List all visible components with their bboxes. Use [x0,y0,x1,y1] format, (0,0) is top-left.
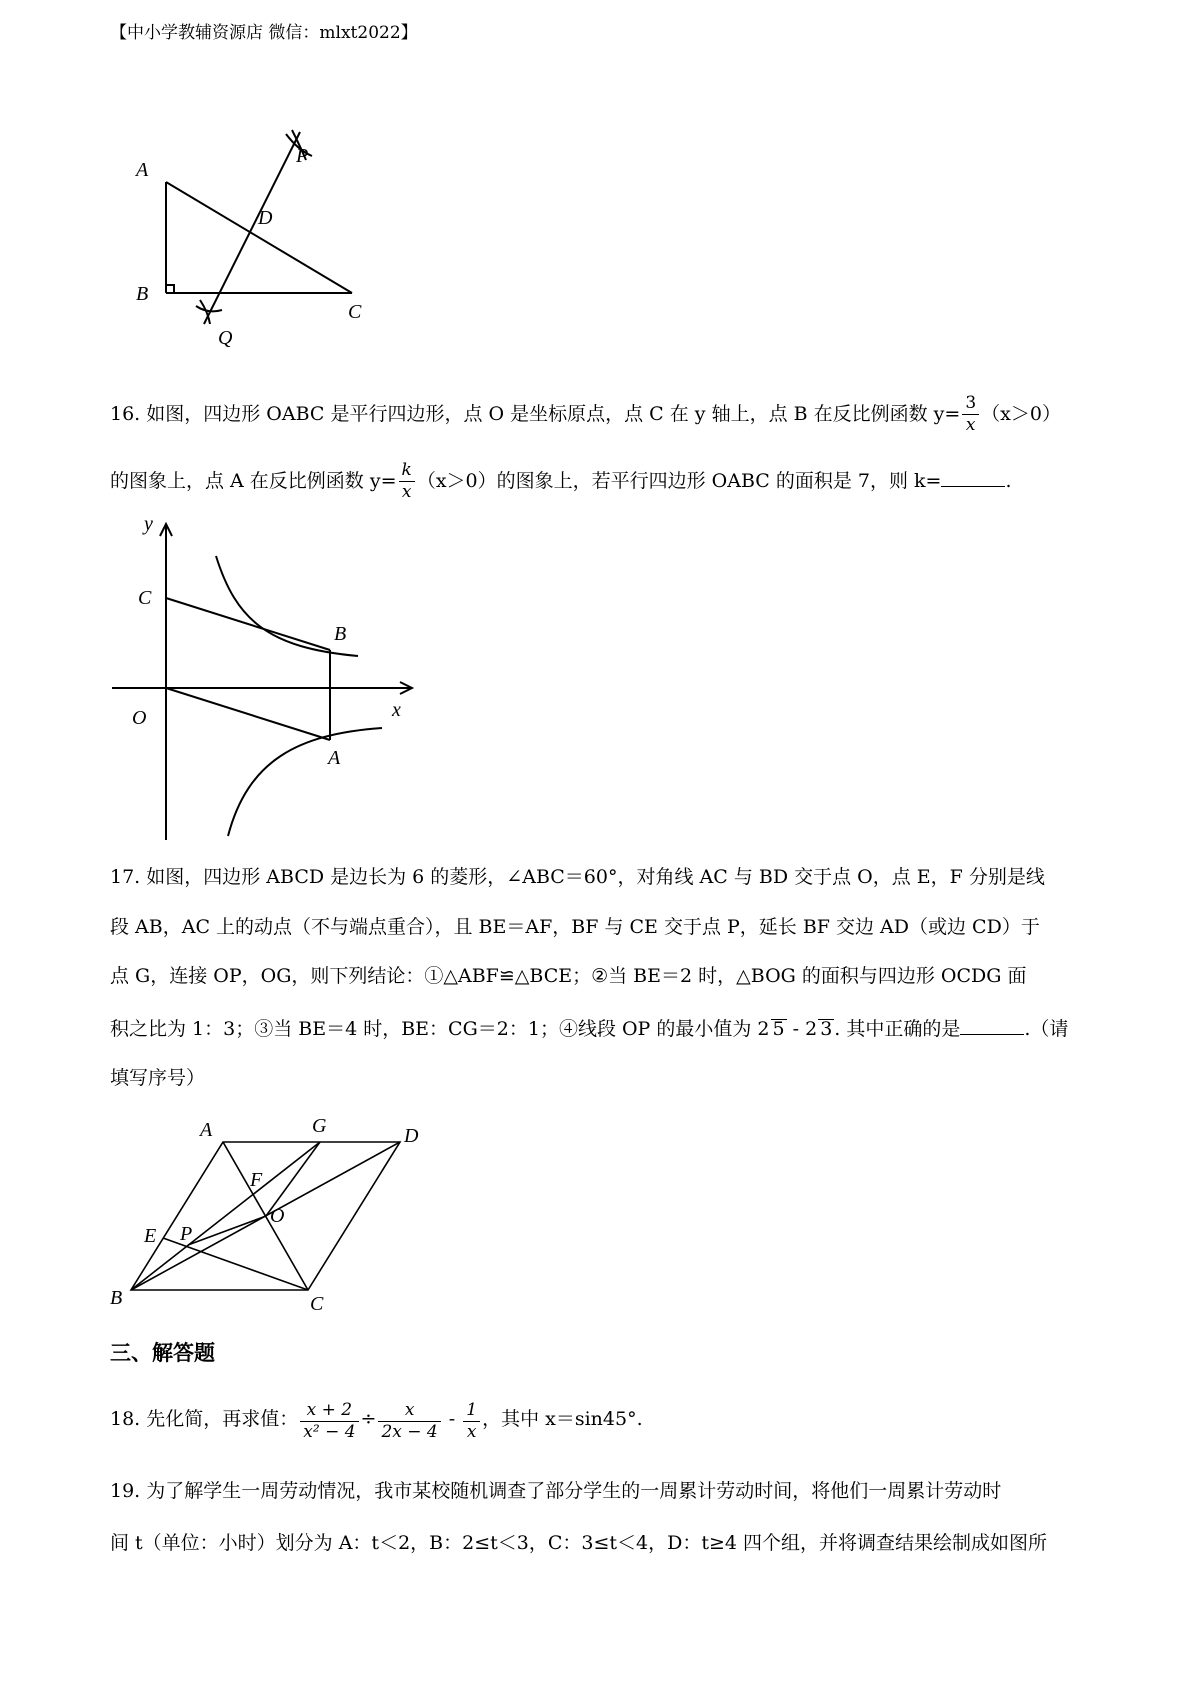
label-c: C [138,587,152,609]
label-p: P [180,1223,193,1245]
label-f: F [250,1169,263,1191]
right-angle-mark [166,285,174,293]
label-d: D [404,1125,419,1147]
segment-oa [166,688,330,740]
label-b: B [334,623,347,645]
figure-rhombus [108,1112,428,1312]
segment-ac [166,182,352,293]
segment-ce [163,1238,308,1290]
label-c: C [348,301,362,323]
label-y: y [144,513,153,535]
q17-line3: 点 G，连接 OP，OG，则下列结论：①△ABF≌△BCE；②当 BE＝2 时，△BOG 的面积与四边形 OCDG 面 [110,965,1027,987]
label-e: E [144,1225,157,1247]
label-x: x [392,699,401,721]
segment-cb [166,598,330,650]
section-title: 三、解答题 [110,1341,215,1365]
q19-line1: 19. 为了解学生一周劳动情况，我市某校随机调查了部分学生的一周累计劳动时间，将他们一周累计劳动时 [110,1480,1002,1502]
segment-op [188,1216,266,1245]
figure-triangle-construction [130,128,410,358]
label-o: O [270,1205,285,1227]
label-d: D [258,207,273,229]
q17-line2: 段 AB，AC 上的动点（不与端点重合），且 BE＝AF，BF 与 CE 交于点 P，延长 BF 交边 AD（或边 CD）于 [110,916,1040,938]
figure-coordinate-parallelogram [108,510,428,840]
arc-q1 [196,306,222,311]
label-b: B [136,283,149,305]
label-c: C [310,1293,324,1312]
q17-line5: 填写序号） [110,1067,206,1089]
q17-line1: 17. 如图，四边形 ABCD 是边长为 6 的菱形，∠ABC＝60°，对角线 AC 与 BD 交于点 O，点 E，F 分别是线 [110,866,1045,888]
q17-line4: 积之比为 1：3；③当 BE＝4 时，BE：CG＝2：1；④线段 OP 的最小值为 2 5 - 2 3 . 其中正确的是 .（请 [110,1018,1069,1040]
line-pq [204,132,300,324]
curve-lower [228,728,382,836]
label-g: G [312,1115,327,1137]
label-a: A [328,747,341,769]
label-a: A [136,159,149,181]
label-a: A [200,1119,213,1141]
q19-line2: 间 t（单位：小时）划分为 A：t＜2，B：2≤t＜3，C：3≤t＜4，D：t≥4 四个组，并将调查结果绘制成如图所 [110,1532,1048,1554]
q16-answer-blank [941,470,1005,487]
q16-line2: 的图象上，点 A 在反比例函数 y= $\frac{k}{x}$ （x＞0）的图象上，若平行四边形 OABC 的面积是 7，则 k= . [110,460,1012,502]
label-b: B [110,1287,123,1309]
q18-line: 18. 先化简，再求值： $\frac{x + 2}{\text{x² − 4}}$ ÷ $\frac{x}{2x - 4}$ - $\frac{1}{x}$ ，其中 x＝sin45°. [110,1400,643,1442]
q16-line1: 16. 如图，四边形 OABC 是平行四边形，点 O 是坐标原点，点 C 在 y 轴上，点 B 在反比例函数 y= $\frac{3}{x}$ （x＞0） [110,393,1061,435]
page-header: 【中小学教辅资源店 微信：mlxt2022】 [110,23,418,43]
label-o: O [132,707,147,729]
q17-answer-blank [960,1018,1024,1035]
segment-bg [131,1142,320,1290]
label-q: Q [218,327,233,349]
label-p: P [296,145,309,167]
